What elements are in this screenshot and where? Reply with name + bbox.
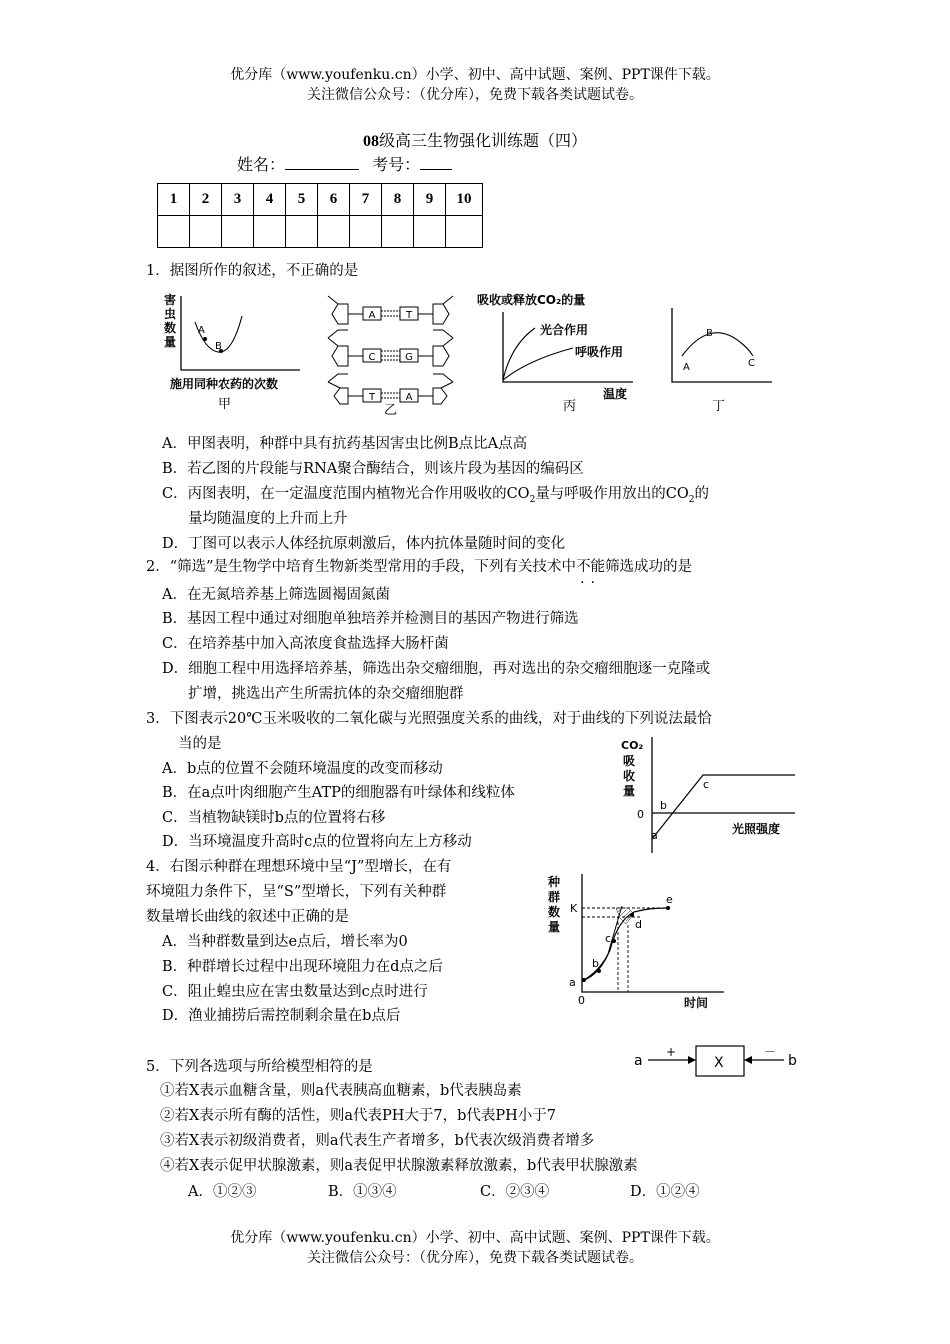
q4-fig-point-d [630,913,634,917]
q1-option-c-part3: 的 [694,486,710,502]
q5-model-arrowhead-a [688,1056,696,1064]
q3-fig-xlabel: 光照强度 [732,822,781,836]
answer-header: 9 [414,184,446,216]
q5-model-x: X [714,1055,724,1071]
q5-model [628,1040,806,1080]
q1-fig-bing [473,290,648,415]
q1-option-b: B．若乙图的片段能与RNA聚合酶结合，则该片段为基因的编码区 [162,461,584,477]
q4-fig-b: b [592,957,599,970]
answer-cell[interactable] [254,216,286,248]
q1-stem: 1．据图所作的叙述，不正确的是 [146,263,359,279]
q5-choice-d: D．①②④ [630,1184,700,1200]
answer-cell[interactable] [190,216,222,248]
jia-ylabel-3: 数 [164,321,177,335]
q3-fig-c: c [703,778,710,791]
q3-fig-a: a [651,829,658,842]
q4-stem-3: 数量增长曲线的叙述中正确的是 [146,909,349,925]
q4-fig-c: c [605,932,612,945]
q3-stem: 3．下图表示20℃玉米吸收的二氧化碳与光照强度关系的曲线，对于曲线的下列说法最恰 [146,711,712,727]
id-blank[interactable] [420,155,452,170]
jia-point-a [203,337,207,341]
bing-caption: 丙 [563,399,577,414]
q5-statement-3: ③若X表示初级消费者，则a代表生产者增多，b代表次级消费者增多 [160,1133,595,1149]
q4-figure [542,870,742,1010]
footer-line-2: 关注微信公众号：（优分库），免费下载各类试题试卷。 [307,1250,643,1266]
q4-fig-ylabel-2: 群 [548,890,561,904]
answer-cell[interactable] [414,216,446,248]
q3-fig-ylabel-3: 量 [623,784,636,798]
q4-fig-ylabel-4: 量 [548,920,561,934]
q5-choice-b: B．①③④ [328,1184,397,1200]
title-text: 级高三生物强化训练题（四） [378,131,587,150]
q5-stem: 5．下列各选项与所给模型相符的是 [146,1059,373,1075]
q2-option-c: C．在培养基中加入高浓度食盐选择大肠杆菌 [162,636,449,652]
subscript: 2 [688,494,695,505]
yi-base: G [405,352,413,363]
ding-label-a: A [683,362,690,373]
q4-fig-ylabel-1: 种 [548,875,561,889]
q3-stem-cont: 当的是 [178,736,222,752]
jia-ylabel-4: 量 [164,335,177,349]
q3-option-c: C．当植物缺镁时b点的位置将右移 [162,810,386,826]
answer-cell[interactable] [158,216,190,248]
q4-option-a: A．当种群数量到达e点后，增长率为0 [162,934,408,950]
q4-fig-xlabel: 时间 [684,996,709,1010]
answer-header: 6 [318,184,350,216]
id-label: 考号： [372,155,421,174]
yi-caption: 乙 [384,403,398,415]
answer-table [157,183,483,248]
answer-header: 5 [286,184,318,216]
yi-base: A [368,310,376,321]
q4-option-d: D．渔业捕捞后需控制剩余量在b点后 [162,1008,401,1024]
q2-stem-b: 筛选成功的是 [605,559,693,575]
ding-label-b: B [706,328,713,339]
q4-fig-zero: 0 [578,994,585,1007]
q4-fig-axes [582,874,724,992]
q1-option-d: D．丁图可以表示人体经抗原刺激后，体内抗体量随时间的变化 [162,536,566,552]
q1-option-c [162,482,709,505]
q1-option-c-part1: C．丙图表明，在一定温度范围内植物光合作用吸收的CO [162,486,530,502]
q5-model-arrowhead-b [744,1056,752,1064]
q5-statement-4: ④若X表示促甲状腺激素，则a表促甲状腺激素释放激素，b代表甲状腺激素 [160,1158,638,1174]
header-line-2: 关注微信公众号：（优分库），免费下载各类试题试卷。 [307,87,643,103]
jia-xlabel: 施用同种农药的次数 [170,377,279,391]
jia-label-a: A [198,325,205,336]
q1-option-c-part2: 量与呼吸作用放出的CO [535,486,689,502]
yi-base: T [368,392,376,403]
ding-curve [682,333,753,356]
title-grade: 08 [362,133,379,150]
q1-option-c-cont: 量均随温度的上升而上升 [188,511,348,527]
q2-option-d: D．细胞工程中用选择培养基，筛选出杂交瘤细胞，再对选出的杂交瘤细胞逐一克隆或 [162,661,711,677]
q3-fig-ylabel-2: 收 [623,769,636,783]
answer-header: 4 [254,184,286,216]
bing-title: 吸收或释放CO₂的量 [477,293,586,307]
q3-fig-b: b [660,799,667,812]
answer-header: 2 [190,184,222,216]
q4-fig-point-c [612,939,616,943]
q5-choice-a: A．①②③ [188,1184,257,1200]
jia-label-b: B [215,341,222,352]
q1-fig-ding [660,290,780,415]
q4-option-c: C．阻止蝗虫应在害虫数量达到c点时进行 [162,984,428,1000]
q4-fig-k: K [570,902,578,915]
q3-figure [615,735,800,855]
q5-model-plus: + [666,1045,677,1059]
answer-cell[interactable] [446,216,483,248]
bing-label-resp: 呼吸作用 [575,345,624,359]
header-line-1: 优分库（www.youfenku.cn）小学、初中、高中试题、案例、PPT课件下载。 [230,67,720,83]
q4-fig-point-e [666,906,670,910]
q3-option-a: A．b点的位置不会随环境温度的改变而移动 [162,761,443,777]
q1-fig-yi [318,290,463,415]
q4-option-b: B．种群增长过程中出现环境阻力在d点之后 [162,959,443,975]
page-title [0,128,950,151]
q3-fig-ylabel-top: CO₂ [621,739,644,752]
q2-option-b: B．基因工程中通过对细胞单独培养并检测目的基因产物进行筛选 [162,611,579,627]
name-blank[interactable] [285,155,359,170]
q2-option-d-cont: 扩增，挑选出产生所需抗体的杂交瘤细胞群 [188,686,464,702]
q5-model-minus: － [764,1045,777,1059]
answer-cell[interactable] [350,216,382,248]
q5-statement-1: ①若X表示血糖含量，则a代表胰高血糖素，b代表胰岛素 [160,1083,522,1099]
q4-fig-e: e [666,893,673,906]
answer-header: 10 [446,184,483,216]
q5-model-a: a [634,1053,643,1069]
q1-option-a: A．甲图表明，种群中具有抗药基因害虫比例B点比A点高 [162,436,528,452]
jia-ylabel-1: 害 [164,293,177,307]
q3-fig-zero: 0 [637,808,644,821]
bing-label-photo: 光合作用 [540,323,589,337]
ding-label-c: C [748,358,755,369]
q5-choice-c: C．②③④ [480,1184,550,1200]
answer-cell[interactable] [286,216,318,248]
q2-stem [146,555,692,576]
footer-line-1: 优分库（www.youfenku.cn）小学、初中、高中试题、案例、PPT课件下载。 [230,1230,720,1246]
answer-cell[interactable] [222,216,254,248]
q2-option-a: A．在无氮培养基上筛选圆褐固氮菌 [162,587,390,603]
q4-fig-a: a [569,976,576,989]
answer-header: 3 [222,184,254,216]
bing-xlabel: 温度 [603,387,628,401]
bing-curve-photo [503,328,535,380]
jia-caption: 甲 [218,397,232,412]
answer-cell[interactable] [382,216,414,248]
q2-stem-emphasis: 不能 .. [576,559,605,575]
answer-header: 8 [382,184,414,216]
subscript: 2 [529,494,536,505]
answer-header: 7 [350,184,382,216]
q4-fig-d: d [635,918,642,931]
answer-header: 1 [158,184,190,216]
q2-stem-a: 2．“筛选”是生物学中培育生物新类型常用的手段，下列有关技术中 [146,559,577,575]
q3-option-b: B．在a点叶肉细胞产生ATP的细胞器有叶绿体和线粒体 [162,785,515,801]
q3-option-d: D．当环境温度升高时c点的位置将向左上方移动 [162,834,472,850]
name-label: 姓名： [237,155,286,174]
q5-model-b: b [788,1053,797,1069]
ding-caption: 丁 [712,399,726,414]
jia-ylabel-2: 虫 [164,307,177,321]
q1-fig-jia [160,290,310,415]
q5-statement-2: ②若X表示所有酶的活性，则a代表PH大于7，b代表PH小于7 [160,1108,557,1124]
q3-fig-ylabel-1: 吸 [623,754,636,768]
q4-fig-ylabel-3: 数 [548,905,561,919]
yi-base: A [405,392,413,403]
answer-cell[interactable] [318,216,350,248]
q4-fig-point-a [582,978,586,982]
yi-base: C [368,352,376,363]
yi-base: T [405,310,413,321]
name-id-line [237,152,452,175]
q4-stem-1: 4．右图示种群在理想环境中呈“J”型增长，在有 [146,859,452,875]
q4-stem-2: 环境阻力条件下，呈“S”型增长，下列有关种群 [146,884,447,900]
